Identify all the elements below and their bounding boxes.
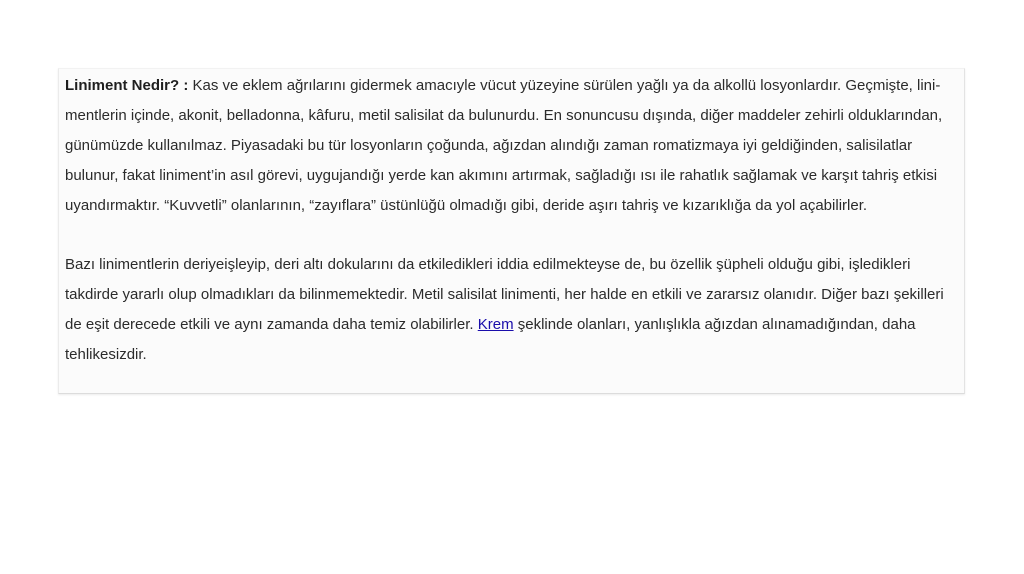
definition-text: Kas ve eklem ağrılarını gidermek amacıyle vücut yüzeyine sürülen yağlı ya da alkollü losyonlardır. Geçmişte, lini- mentlerin içinde, akonit, belladonna, kâfuru, metil salisilat da bulunurdu. En sonuncusu dışında, diğer maddeler zehirli olduklarından, günümüzde kullanılmaz. Piyasadaki bu tür losyonların çoğunda, ağızdan alındığı zaman romatizmaya iyi geldiğinden, salisilatlar bulunur, fakat liniment’in asıl görevi, uygujandığı yerde kan akımını artırmak, sağladığı ısı ile rahatlık sağlamak ve karşıt tahriş etkisi uyandırmaktır. “Kuvvetli” olanlarının, “zayıflara” üstünlüğü olmadığı gibi, deride aşırı tahriş ve kızarıklığa da yol açabilirler. xyxy=(65,77,943,214)
article-card xyxy=(58,68,965,394)
term-heading: Liniment Nedir? : xyxy=(65,77,189,94)
paragraph-definition xyxy=(65,71,956,221)
details-text-before-link: Bazı linimentlerin deriyeişleyip, deri altı dokularını da etkiledikleri iddia edilmekteyse de, bu özellik şüpheli olduğu gibi, işledikleri takdirde yararlı olup olmadıkları da bilinmemektedir. Metil salisilat linimenti, her halde en etkili ve zararsız olanıdır. Diğer bazı şekilleri de eşit derecede etkili ve aynı zamanda daha temiz olabilirler. xyxy=(65,256,944,333)
details-text-after-link: şeklinde olanları, yanlışlıkla ağızdan alınamadığından, daha tehlikesizdir. xyxy=(65,316,916,363)
krem-link[interactable]: Krem xyxy=(477,316,514,333)
paragraph-details xyxy=(65,250,956,370)
